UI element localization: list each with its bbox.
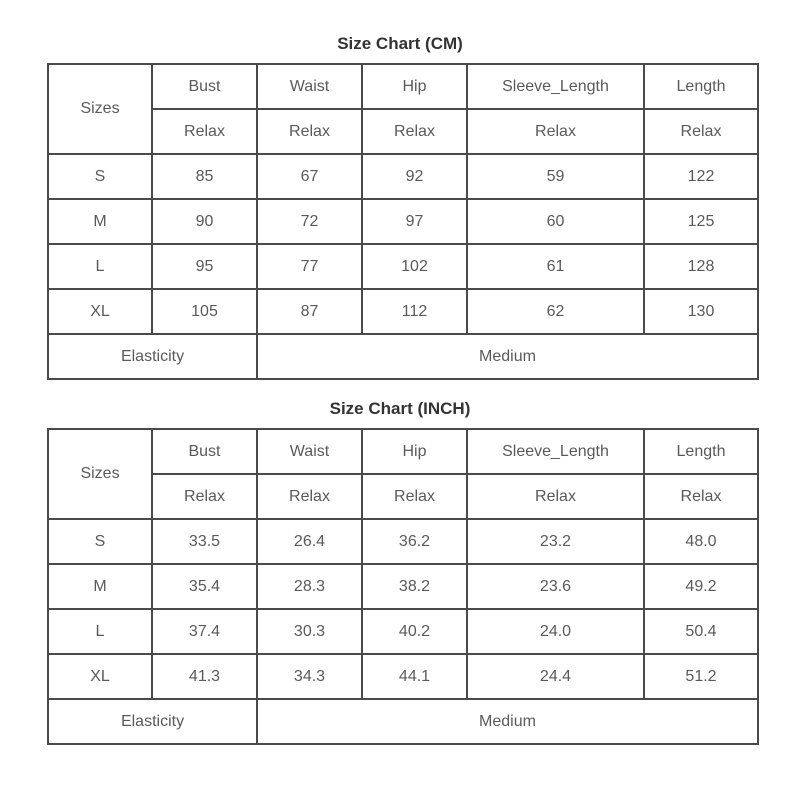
table-row — [48, 654, 758, 699]
hip-cell: 36.2 — [362, 519, 467, 564]
table-row — [48, 289, 758, 334]
sleeve-length-cell: 24.4 — [467, 654, 644, 699]
size-cell: L — [48, 609, 152, 654]
elasticity-value: Medium — [257, 334, 758, 379]
length-header: Length — [644, 429, 758, 474]
size-cell: XL — [48, 654, 152, 699]
size-chart-inch-table — [47, 428, 759, 745]
table-row — [48, 244, 758, 289]
bust-header: Bust — [152, 429, 257, 474]
sleeve-length-fit: Relax — [467, 109, 644, 154]
bust-cell: 33.5 — [152, 519, 257, 564]
length-cell: 125 — [644, 199, 758, 244]
elasticity-row — [48, 699, 758, 744]
size-cell: XL — [48, 289, 152, 334]
sleeve-length-cell: 23.6 — [467, 564, 644, 609]
table-row — [48, 519, 758, 564]
size-cell: M — [48, 199, 152, 244]
length-cell: 128 — [644, 244, 758, 289]
sleeve-length-cell: 61 — [467, 244, 644, 289]
bust-cell: 90 — [152, 199, 257, 244]
elasticity-value: Medium — [257, 699, 758, 744]
bust-fit: Relax — [152, 109, 257, 154]
hip-cell: 102 — [362, 244, 467, 289]
sleeve-length-cell: 23.2 — [467, 519, 644, 564]
bust-cell: 41.3 — [152, 654, 257, 699]
length-header: Length — [644, 64, 758, 109]
length-cell: 130 — [644, 289, 758, 334]
bust-cell: 105 — [152, 289, 257, 334]
header-row — [48, 429, 758, 474]
table-row — [48, 609, 758, 654]
size-chart-inch-title: Size Chart (INCH) — [329, 399, 471, 418]
hip-cell: 44.1 — [362, 654, 467, 699]
sleeve-length-fit: Relax — [467, 474, 644, 519]
sizes-header: Sizes — [48, 429, 152, 519]
hip-header: Hip — [362, 429, 467, 474]
length-fit: Relax — [644, 474, 758, 519]
table-row — [48, 199, 758, 244]
sleeve-length-cell: 59 — [467, 154, 644, 199]
sleeve-length-cell: 24.0 — [467, 609, 644, 654]
length-cell: 48.0 — [644, 519, 758, 564]
table-row — [48, 564, 758, 609]
hip-header: Hip — [362, 64, 467, 109]
subheader-row — [48, 109, 758, 154]
hip-cell: 112 — [362, 289, 467, 334]
hip-fit: Relax — [362, 474, 467, 519]
length-cell: 50.4 — [644, 609, 758, 654]
elasticity-row — [48, 334, 758, 379]
bust-cell: 95 — [152, 244, 257, 289]
elasticity-label: Elasticity — [48, 334, 257, 379]
sleeve-length-header: Sleeve_Length — [467, 64, 644, 109]
size-cell: S — [48, 519, 152, 564]
elasticity-label: Elasticity — [48, 699, 257, 744]
size-cell: L — [48, 244, 152, 289]
hip-cell: 40.2 — [362, 609, 467, 654]
bust-cell: 37.4 — [152, 609, 257, 654]
hip-fit: Relax — [362, 109, 467, 154]
waist-cell: 28.3 — [257, 564, 362, 609]
size-cell: S — [48, 154, 152, 199]
hip-cell: 97 — [362, 199, 467, 244]
waist-fit: Relax — [257, 474, 362, 519]
table-row — [48, 154, 758, 199]
size-chart-cm-table — [47, 63, 759, 380]
sizes-header: Sizes — [48, 64, 152, 154]
waist-cell: 87 — [257, 289, 362, 334]
sleeve-length-header: Sleeve_Length — [467, 429, 644, 474]
length-fit: Relax — [644, 109, 758, 154]
waist-cell: 77 — [257, 244, 362, 289]
bust-cell: 35.4 — [152, 564, 257, 609]
waist-fit: Relax — [257, 109, 362, 154]
sleeve-length-cell: 60 — [467, 199, 644, 244]
size-chart-cm-title: Size Chart (CM) — [337, 34, 463, 53]
waist-cell: 72 — [257, 199, 362, 244]
waist-cell: 26.4 — [257, 519, 362, 564]
length-cell: 122 — [644, 154, 758, 199]
waist-cell: 34.3 — [257, 654, 362, 699]
header-row — [48, 64, 758, 109]
bust-cell: 85 — [152, 154, 257, 199]
waist-cell: 67 — [257, 154, 362, 199]
hip-cell: 92 — [362, 154, 467, 199]
subheader-row — [48, 474, 758, 519]
length-cell: 51.2 — [644, 654, 758, 699]
size-cell: M — [48, 564, 152, 609]
bust-header: Bust — [152, 64, 257, 109]
waist-cell: 30.3 — [257, 609, 362, 654]
hip-cell: 38.2 — [362, 564, 467, 609]
waist-header: Waist — [257, 429, 362, 474]
bust-fit: Relax — [152, 474, 257, 519]
sleeve-length-cell: 62 — [467, 289, 644, 334]
waist-header: Waist — [257, 64, 362, 109]
length-cell: 49.2 — [644, 564, 758, 609]
